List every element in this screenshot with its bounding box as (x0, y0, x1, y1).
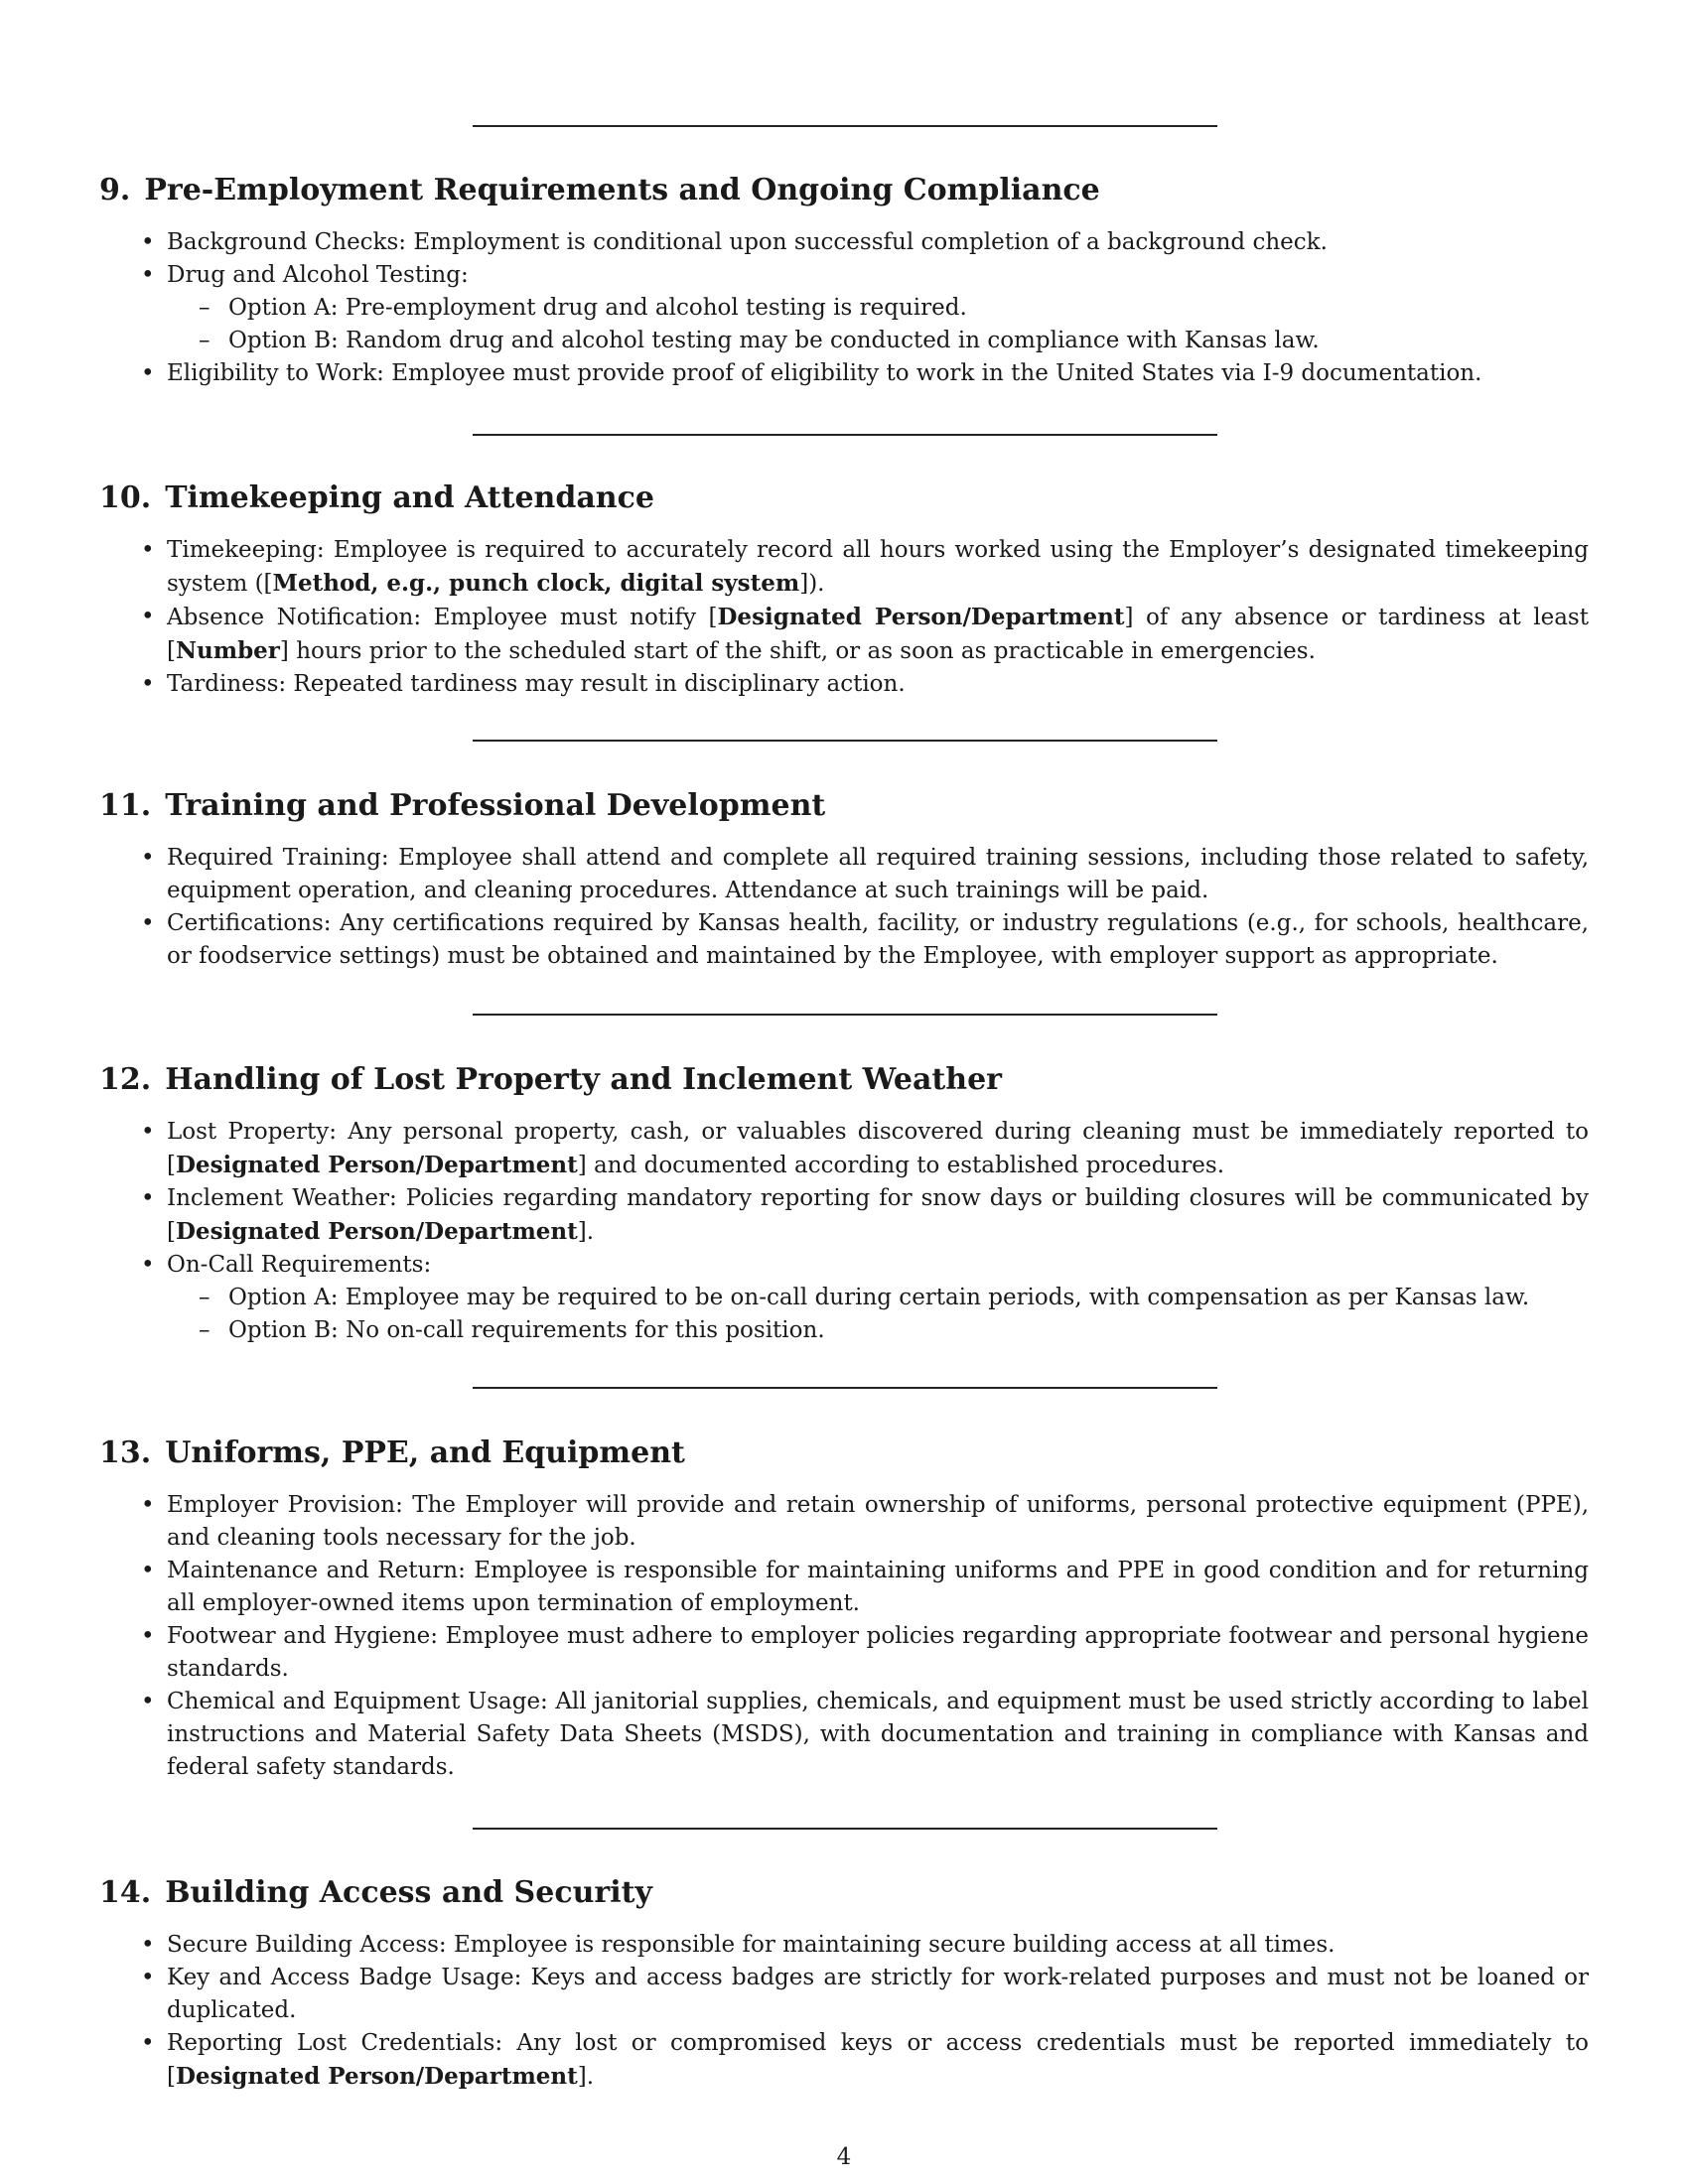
bullet-list (99, 842, 1589, 973)
section-9 (99, 171, 1589, 390)
list-item (167, 2027, 1589, 2094)
list-item-text: ] of any absence or tardiness at least [ (167, 605, 1589, 664)
sub-list-item: – Option A: Employee may be required to be on-call during certain periods, with compensation as per Kansas law. (228, 1282, 1589, 1314)
sub-list-item: – Option B: No on-call requirements for this position. (228, 1314, 1589, 1347)
section-number: 12. (99, 1062, 152, 1097)
section-number: 14. (99, 1875, 152, 1910)
list-item: • Background Checks: Employment is conditional upon successful completion of a background check. (167, 226, 1589, 259)
section-title: Training and Professional Development (165, 788, 826, 823)
list-item-text: ] and documented according to established procedures. (577, 1153, 1225, 1178)
placeholder-field: Number (175, 637, 280, 664)
section-title: Pre-Employment Requirements and Ongoing Compliance (144, 173, 1100, 207)
list-item-text: Lost Property: Any personal property, cash, or valuables discovered during cleaning must be immediately reported to [ (167, 1119, 1589, 1178)
list-item-text: Timekeeping: Employee is required to accurately record all hours worked using the Employer’s designated timekeeping system ([ (167, 537, 1589, 597)
list-item (167, 1249, 1589, 1347)
list-item-text: Absence Notification: Employee must notify [ (167, 605, 718, 630)
list-item: • Chemical and Equipment Usage: All janitorial supplies, chemicals, and equipment must be used strictly according to label instructions and Material Safety Data Sheets (MSDS), with documentation and training in compliance with Kansas and federal safety standards. (167, 1686, 1589, 1784)
placeholder-field: Designated Person/Department (175, 1152, 578, 1178)
placeholder-field: Designated Person/Department (717, 604, 1125, 630)
section-14 (99, 1873, 1589, 2094)
list-item-text: ] hours prior to the scheduled start of the shift, or as soon as practicable in emergencies. (279, 638, 1316, 664)
section-title: Timekeeping and Attendance (165, 480, 654, 515)
list-item: • Tardiness: Repeated tardiness may result in disciplinary action. (167, 668, 1589, 701)
bullet-list (99, 534, 1589, 701)
section-divider (473, 740, 1217, 742)
sub-list (167, 1282, 1589, 1347)
section-title: Uniforms, PPE, and Equipment (165, 1435, 685, 1470)
bullet-list (99, 1116, 1589, 1347)
section-title: Handling of Lost Property and Inclement Weather (165, 1062, 1002, 1097)
list-item-text: Drug and Alcohol Testing: (167, 262, 469, 288)
section-11 (99, 786, 1589, 973)
section-number: 13. (99, 1435, 152, 1470)
sub-list (167, 292, 1589, 357)
list-item: • Certifications: Any certifications required by Kansas health, facility, or industry regulations (e.g., for schools, healthcare, or foodservice settings) must be obtained and maintained by the Employee, with employer support as appropriate. (167, 907, 1589, 973)
section-number: 9. (99, 173, 131, 207)
list-item (167, 601, 1589, 668)
section-title: Building Access and Security (165, 1875, 652, 1910)
section-number: 11. (99, 788, 152, 823)
list-item: • Eligibility to Work: Employee must provide proof of eligibility to work in the United States via I-9 documentation. (167, 357, 1589, 390)
section-heading (99, 786, 1589, 826)
list-item: • Secure Building Access: Employee is responsible for maintaining secure building access at all times. (167, 1929, 1589, 1962)
placeholder-field: Designated Person/Department (175, 1218, 578, 1245)
section-divider (473, 125, 1217, 127)
section-heading (99, 1873, 1589, 1913)
list-item: • Required Training: Employee shall attend and complete all required training sessions, including those related to safety, equipment operation, and cleaning procedures. Attendance at such trainings will be paid. (167, 842, 1589, 907)
list-item: • Key and Access Badge Usage: Keys and access badges are strictly for work-related purposes and must not be loaned or duplicated. (167, 1962, 1589, 2027)
list-item: • Employer Provision: The Employer will provide and retain ownership of uniforms, personal protective equipment (PPE), and cleaning tools necessary for the job. (167, 1489, 1589, 1555)
bullet-list (99, 226, 1589, 390)
list-item-text: ]. (577, 1219, 595, 1245)
section-number: 10. (99, 480, 152, 515)
list-item-text: Reporting Lost Credentials: Any lost or compromised keys or access credentials must be reported immediately to [ (167, 2030, 1589, 2090)
section-12 (99, 1060, 1589, 1347)
document-page (99, 0, 1589, 2184)
section-divider (473, 1828, 1217, 1830)
section-divider (473, 434, 1217, 436)
list-item-text: On-Call Requirements: (167, 1252, 432, 1278)
section-13 (99, 1433, 1589, 1784)
list-item (167, 1116, 1589, 1182)
sub-list-item: – Option B: Random drug and alcohol testing may be conducted in compliance with Kansas law. (228, 325, 1589, 357)
section-heading (99, 478, 1589, 518)
section-divider (473, 1387, 1217, 1389)
list-item-text: ]. (577, 2064, 595, 2090)
bullet-list (99, 1489, 1589, 1784)
section-heading (99, 1060, 1589, 1100)
section-heading (99, 171, 1589, 210)
list-item-text: ]). (799, 571, 825, 597)
bullet-list (99, 1929, 1589, 2094)
list-item (167, 259, 1589, 357)
placeholder-field: Method, e.g., punch clock, digital system (272, 570, 800, 597)
section-divider (473, 1014, 1217, 1016)
placeholder-field: Designated Person/Department (175, 2063, 578, 2090)
list-item: • Maintenance and Return: Employee is responsible for maintaining uniforms and PPE in good condition and for returning all employer-owned items upon termination of employment. (167, 1555, 1589, 1620)
sub-list-item: – Option A: Pre-employment drug and alcohol testing is required. (228, 292, 1589, 325)
list-item: • Footwear and Hygiene: Employee must adhere to employer policies regarding appropriate footwear and personal hygiene standards. (167, 1620, 1589, 1686)
list-item (167, 534, 1589, 601)
section-10 (99, 478, 1589, 701)
page-number: 4 (836, 2144, 852, 2170)
list-item-text: Inclement Weather: Policies regarding mandatory reporting for snow days or building closures will be communicated by [ (167, 1185, 1589, 1245)
section-heading (99, 1433, 1589, 1473)
list-item (167, 1182, 1589, 1249)
